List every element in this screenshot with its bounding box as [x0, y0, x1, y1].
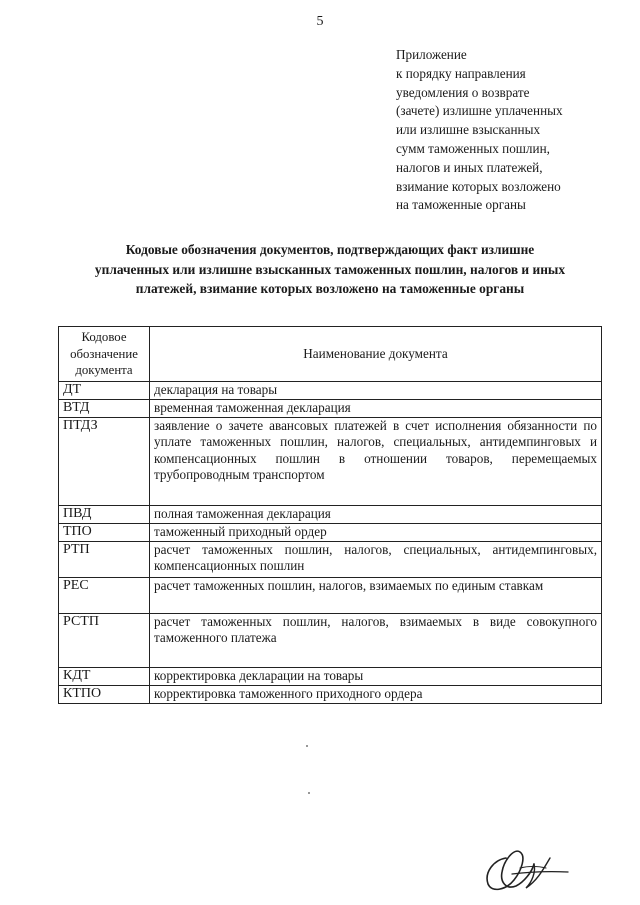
table-row [59, 505, 602, 523]
header-code-line: Кодовое [81, 330, 127, 344]
scan-speck [308, 792, 310, 794]
row-code: РТП [59, 541, 150, 577]
row-code: РЕС [59, 577, 150, 613]
title-line: уплаченных или излишне взысканных таможенных пошлин, налогов и иных [94, 261, 566, 277]
title-line: Кодовые обозначения документов, подтверждающих факт излишне [125, 242, 535, 257]
row-code: ПТДЗ [59, 417, 150, 505]
appendix-line: уведомления о возврате [396, 84, 530, 100]
appendix-line: к порядку направления [396, 65, 526, 81]
title-line: платежей, взимание которых возложено на таможенные органы [135, 281, 525, 296]
appendix-line: Приложение [396, 47, 467, 62]
appendix-line: на таможенные органы [396, 197, 526, 213]
row-code: ТПО [59, 523, 150, 541]
table-row [59, 667, 602, 685]
table-row [59, 523, 602, 541]
row-name: полная таможенная декларация [150, 505, 602, 523]
row-name: таможенный приходный ордер [150, 523, 602, 541]
table-header-row [59, 327, 602, 382]
row-name: заявление о зачете авансовых платежей в счет исполнения обязанности по уплате таможенных пошлин, налогов, специальных, антидемпинговых и компенсационных пошлин в отношении товаров, перемещаемых трубопроводным транспортом [150, 417, 602, 505]
table-row [59, 577, 602, 613]
document-codes-table [58, 326, 602, 704]
table-row [59, 399, 602, 417]
table-row [59, 417, 602, 505]
row-code: КДТ [59, 667, 150, 685]
appendix-line: (зачете) излишне уплаченных [396, 103, 563, 119]
document-title [60, 240, 600, 299]
header-name: Наименование документа [150, 327, 602, 382]
appendix-line: взимание которых возложено [396, 178, 561, 194]
row-code: ВТД [59, 399, 150, 417]
table-row [59, 541, 602, 577]
page-number: 5 [316, 14, 324, 29]
row-name: расчет таможенных пошлин, налогов, взимаемых по единым ставкам [150, 577, 602, 613]
row-name: расчет таможенных пошлин, налогов, специальных, антидемпинговых, компенсационных пошлин [150, 541, 602, 577]
table-row [59, 685, 602, 703]
appendix-line: или излишне взысканных [396, 122, 541, 138]
table-row [59, 613, 602, 667]
row-code: ПВД [59, 505, 150, 523]
signature-mark [476, 838, 572, 896]
row-name: корректировка таможенного приходного ордера [150, 685, 602, 703]
scan-speck [306, 745, 308, 747]
row-code: ДТ [59, 381, 150, 399]
header-code-line: документа [75, 363, 133, 377]
row-code: КТПО [59, 685, 150, 703]
row-code: РСТП [59, 613, 150, 667]
appendix-line: налогов и иных платежей, [396, 159, 543, 175]
appendix-note [396, 46, 626, 215]
header-code [59, 327, 150, 382]
appendix-line: сумм таможенных пошлин, [396, 140, 550, 156]
row-name: корректировка декларации на товары [150, 667, 602, 685]
table-row [59, 381, 602, 399]
row-name: расчет таможенных пошлин, налогов, взимаемых в виде совокупного таможенного платежа [150, 613, 602, 667]
header-code-line: обозначение [70, 346, 138, 361]
row-name: декларация на товары [150, 381, 602, 399]
row-name: временная таможенная декларация [150, 399, 602, 417]
